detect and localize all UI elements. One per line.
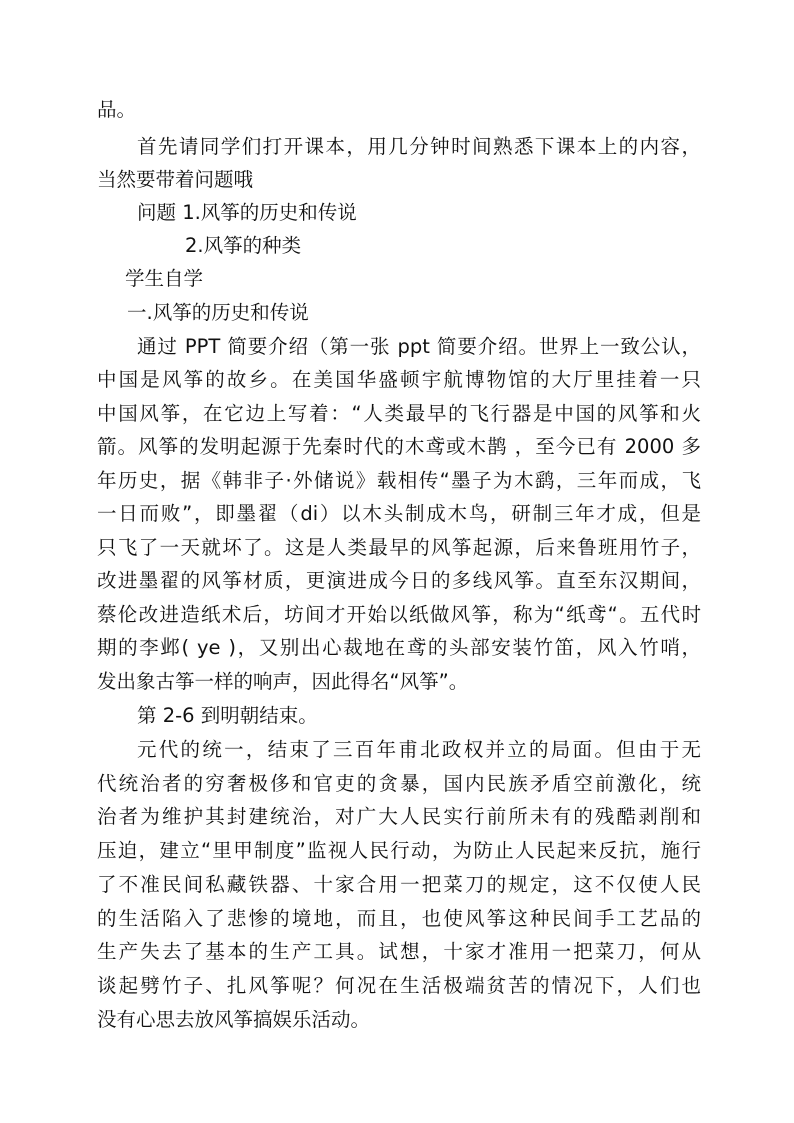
text-line: 当然要带着问题哦 — [97, 168, 254, 191]
text-line: 中国是风筝的故乡。在美国华盛顿宇航博物馆的大厅里挂着一只 — [97, 368, 701, 391]
text-line: 只飞了一天就坏了。这是人类最早的风筝起源，后来鲁班用竹子， — [97, 536, 701, 559]
text-line: 期的李邺( ye )，又别出心裁地在鸢的头部安装竹笛，风入竹哨， — [97, 636, 701, 659]
text-line: 生产失去了基本的生产工具。试想，十家才准用一把菜刀，何从 — [97, 940, 701, 963]
text-line: 治者为维护其封建统治，对广大人民实行前所未有的残酷剥削和 — [97, 805, 701, 828]
text-line: 箭。风筝的发明起源于先秦时代的木鸢或木鹊 ，至今已有 2000 多 — [97, 435, 701, 458]
text-line: 蔡伦改进造纸术后，坊间才开始以纸做风筝，称为“纸鸢“。五代时 — [97, 603, 701, 626]
text-line: 压迫，建立“里甲制度”监视人民行动，为防止人民起来反抗，施行 — [97, 839, 701, 862]
section-heading: 一.风筝的历史和传说 — [127, 301, 309, 324]
text-line: 了不准民间私藏铁器、十家合用一把菜刀的规定，这不仅使人民 — [97, 873, 701, 896]
text-line: 首先请同学们打开课本，用几分钟时间熟悉下课本上的内容， — [137, 135, 701, 158]
text-line: 的生活陷入了悲惨的境地，而且，也使风筝这种民间手工艺品的 — [97, 907, 701, 930]
text-line: 元代的统一，结束了三百年甫北政权并立的局面。但由于无 — [137, 738, 701, 761]
text-line: 没有心思去放风筝搞娱乐活动。 — [97, 1008, 371, 1031]
text-line: 问题 1.风筝的历史和传说 — [137, 201, 357, 224]
text-line: 发出象古筝一样的响声，因此得名“风筝”。 — [97, 670, 469, 693]
text-line: 第 2-6 到明朝结束。 — [137, 704, 318, 727]
text-line: 年历史，据《韩非子·外储说》载相传“墨子为木鹞，三年而成，飞 — [97, 469, 701, 492]
text-line: 谈起劈竹子、扎风筝呢？何况在生活极端贫苦的情况下，人们也 — [97, 974, 701, 997]
text-line: 一日而败”，即墨翟（di）以木头制成木鸟，研制三年才成，但是 — [97, 502, 701, 525]
text-line: 学生自学 — [125, 267, 204, 290]
text-line: 中国风筝，在它边上写着：“人类最早的飞行器是中国的风筝和火 — [97, 402, 701, 425]
text-line: 2.风筝的种类 — [185, 234, 302, 257]
text-line: 通过 PPT 简要介绍（第一张 ppt 简要介绍。世界上一致公认， — [137, 335, 701, 358]
text-line: 改进墨翟的风筝材质，更演进成今日的多线风筝。直至东汉期间， — [97, 569, 701, 592]
text-line: 品。 — [97, 98, 137, 121]
text-line: 代统治者的穷奢极侈和官吏的贪暴，国内民族矛盾空前激化，统 — [97, 772, 701, 795]
